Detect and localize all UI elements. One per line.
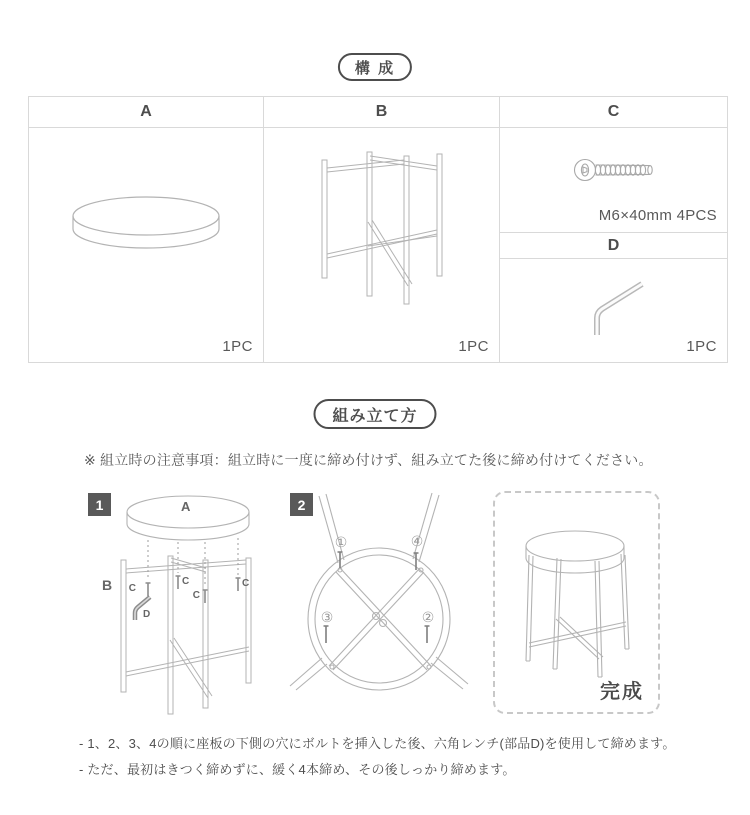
part-c-spec: M6×40mm 4PCS (598, 207, 717, 224)
assembly-title-pill (313, 399, 436, 429)
part-a-cell (29, 128, 263, 362)
parts-column-a (29, 97, 263, 362)
part-d-cell (500, 259, 727, 362)
step1-label-c2: C (182, 576, 190, 587)
parts-table (28, 96, 728, 363)
round-tabletop-drawing (29, 128, 263, 362)
footnote-line-1: - 1、2、3、4の順に座板の下側の穴にボルトを挿入した後、六角レンチ(部品D)を使用して締めます。 (79, 736, 676, 751)
assembly-footnotes (79, 731, 729, 783)
bolt-order-marker-1: ① (334, 534, 348, 550)
part-a-quantity: 1PC (222, 338, 253, 355)
assembly-title: 組み立て方 (332, 407, 418, 425)
part-a-header: A (29, 97, 263, 128)
step-2-badge: 2 (290, 493, 313, 516)
part-d-header: D (500, 233, 727, 259)
step-1-diagram (88, 490, 272, 722)
assembly-step-2 (288, 490, 472, 722)
parts-column-cd (499, 97, 727, 362)
parts-column-b (263, 97, 499, 362)
part-c-header: C (500, 97, 727, 128)
step1-label-b: B (102, 577, 113, 593)
bolt-order-marker-2: ② (421, 609, 435, 625)
step-2-diagram (288, 490, 472, 722)
bolt-order-marker-3: ③ (320, 609, 334, 625)
assembly-caution-note: ※ 組立時の注意事項：組立時に一度に締め付けず、組み立てた後に締め付けてください。 (84, 452, 653, 468)
composition-title-pill (338, 53, 412, 81)
assembly-step-1 (88, 490, 272, 722)
step1-label-c1: C (128, 583, 136, 594)
bolt-order-marker-4: ④ (410, 533, 424, 549)
result-box (493, 491, 660, 714)
step1-label-c4: C (242, 578, 250, 589)
step1-label-c3: C (192, 590, 200, 601)
step-1-badge: 1 (88, 493, 111, 516)
step1-label-a: A (181, 499, 191, 514)
part-b-cell (264, 128, 499, 362)
composition-title: 構 成 (354, 59, 396, 77)
footnote-line-2: - ただ、最初はきつく締めずに、緩く4本締め、その後しっかり締めます。 (79, 762, 516, 777)
part-b-header: B (264, 97, 499, 128)
leg-frame-drawing (264, 128, 499, 362)
part-d-quantity: 1PC (686, 338, 717, 355)
part-b-quantity: 1PC (458, 338, 489, 355)
step1-label-d: D (143, 609, 151, 620)
result-label: 完成 (600, 681, 644, 703)
part-c-cell (500, 128, 727, 233)
